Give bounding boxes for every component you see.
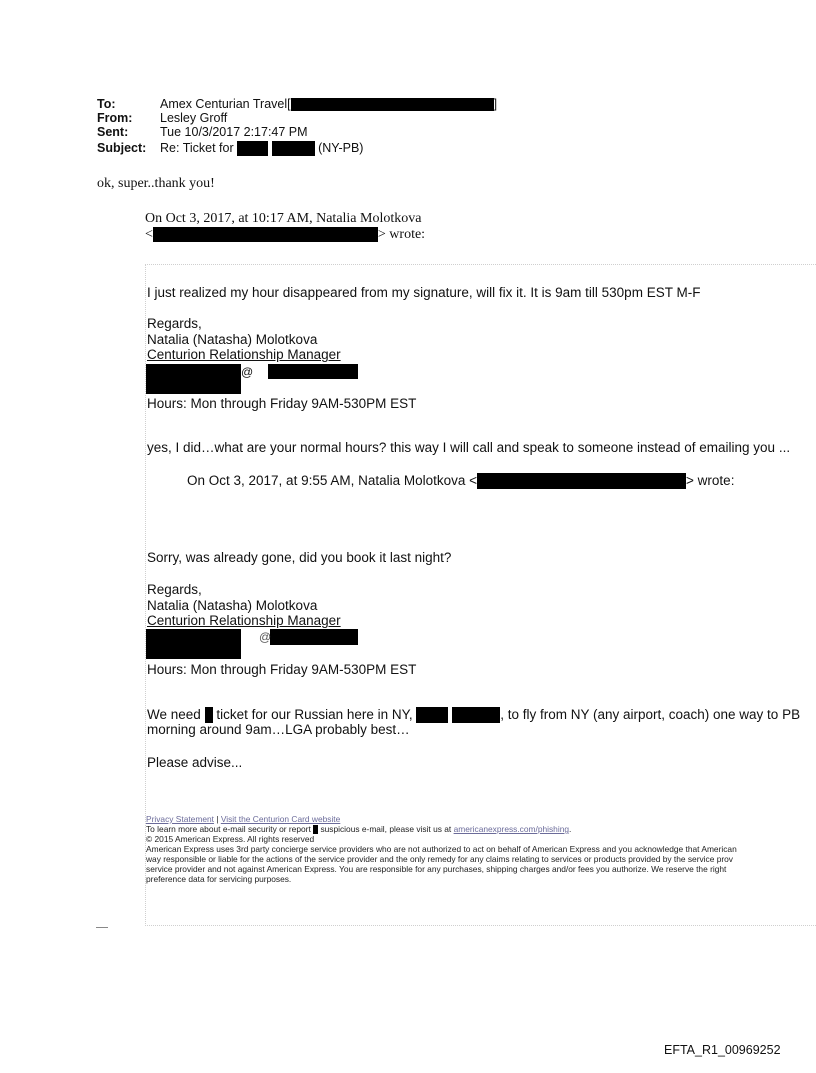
- redaction-block: [146, 364, 241, 394]
- fine-print-l3: service provider and not against American Express. You are responsible for any purchases, shipping charges and/or fees you authorize. We reserve the right: [146, 865, 727, 874]
- fine-print-l1: American Express uses 3rd party concierge service providers who are not authorized to act on behalf of American Express and you acknowledge that American: [146, 845, 737, 854]
- msg4-ticket: ticket for our Russian here in NY,: [216, 707, 413, 722]
- msg1-regards: Regards,: [147, 316, 202, 331]
- privacy-statement-link[interactable]: Privacy Statement: [146, 814, 214, 824]
- sent-row: [97, 125, 308, 139]
- redaction: [452, 707, 500, 723]
- redaction-block: [268, 364, 358, 379]
- redaction: [272, 141, 315, 156]
- msg2-text: yes, I did…what are your normal hours? this way I will call and speak to someone instead of emailing you ...: [147, 440, 791, 455]
- quote2-prefix: On Oct 3, 2017, at 9:55 AM, Natalia Molotkova <: [187, 473, 478, 488]
- from-value: Lesley Groff: [160, 111, 228, 125]
- msg4-line1: [147, 707, 800, 723]
- from-row: [97, 111, 227, 125]
- msg1-text: I just realized my hour disappeared from my signature, will fix it. It is 9am till 530pm EST M-F: [147, 285, 701, 300]
- quote1-line2: [145, 227, 425, 243]
- visit-centurion-link[interactable]: Visit the Centurion Card website: [220, 814, 341, 824]
- to-value: Amex Centurian Travel[: [160, 97, 291, 111]
- redaction: [153, 227, 378, 242]
- subject-prefix: Re: Ticket for: [160, 141, 234, 155]
- msg1-signature: [147, 316, 341, 363]
- redaction-block: [270, 629, 358, 645]
- msg4-fly: , to fly from NY (any airport, coach) one way to PB: [500, 707, 801, 722]
- to-label: To:: [97, 97, 116, 111]
- from-label: From:: [97, 111, 133, 125]
- quote2-header: [187, 473, 734, 489]
- period: .: [569, 824, 572, 834]
- msg3-regards: Regards,: [147, 582, 202, 597]
- learn-text-b: suspicious e-mail, please visit us at: [320, 824, 452, 834]
- phishing-link[interactable]: americanexpress.com/phishing: [453, 824, 570, 834]
- quote1-wrote: > wrote:: [377, 227, 426, 242]
- fine-print-l4: preference data for servicing purposes.: [146, 874, 292, 884]
- msg3-at: @: [259, 630, 272, 644]
- msg4-line2: morning around 9am…LGA probably best…: [147, 722, 410, 737]
- msg3-title: Centurion Relationship Manager: [147, 613, 341, 628]
- msg1-name: Natalia (Natasha) Molotkova: [147, 331, 318, 347]
- copyright: © 2015 American Express. All rights reserved: [146, 834, 315, 844]
- sent-label: Sent:: [97, 125, 129, 139]
- quote1-header: [145, 211, 425, 243]
- sent-value: Tue 10/3/2017 2:17:47 PM: [160, 125, 308, 139]
- msg3-hours: Hours: Mon through Friday 9AM-530PM EST: [147, 662, 417, 677]
- msg1-title: Centurion Relationship Manager: [147, 347, 341, 362]
- to-close: ]: [493, 97, 498, 111]
- quote1-lt: <: [145, 227, 153, 242]
- subject-label: Subject:: [97, 141, 147, 155]
- redaction: [416, 707, 448, 723]
- divider-mark: [96, 927, 108, 928]
- subject-suffix: (NY-PB): [318, 141, 364, 155]
- quote1-line1: On Oct 3, 2017, at 10:17 AM, Natalia Molotkova: [145, 211, 422, 226]
- redaction: [291, 98, 494, 111]
- msg1-hours: Hours: Mon through Friday 9AM-530PM EST: [147, 396, 417, 411]
- subject-row: [97, 141, 363, 156]
- quote2-suffix: > wrote:: [686, 473, 735, 488]
- msg3-name: Natalia (Natasha) Molotkova: [147, 597, 318, 613]
- learn-text-a: To learn more about e-mail security or report: [146, 824, 311, 834]
- redaction: [477, 473, 686, 489]
- redaction-block: [146, 629, 241, 659]
- redaction: [237, 141, 268, 156]
- reply-text: ok, super..thank you!: [97, 176, 215, 191]
- msg3-text: Sorry, was already gone, did you book it last night?: [147, 550, 452, 565]
- msg4-advise: Please advise...: [147, 755, 243, 770]
- document-id: EFTA_R1_00969252: [664, 1043, 781, 1057]
- msg4-we-need: We need: [147, 707, 201, 722]
- msg3-signature: [147, 582, 341, 629]
- redaction: [313, 825, 318, 834]
- to-row: [97, 97, 497, 111]
- msg1-at: @: [241, 365, 254, 379]
- fine-print-l2: way responsible or liable for the actions of the service provider and the only remedy for any claims relating to services or products provided by the service prov: [146, 855, 733, 864]
- link-separator: |: [216, 814, 219, 824]
